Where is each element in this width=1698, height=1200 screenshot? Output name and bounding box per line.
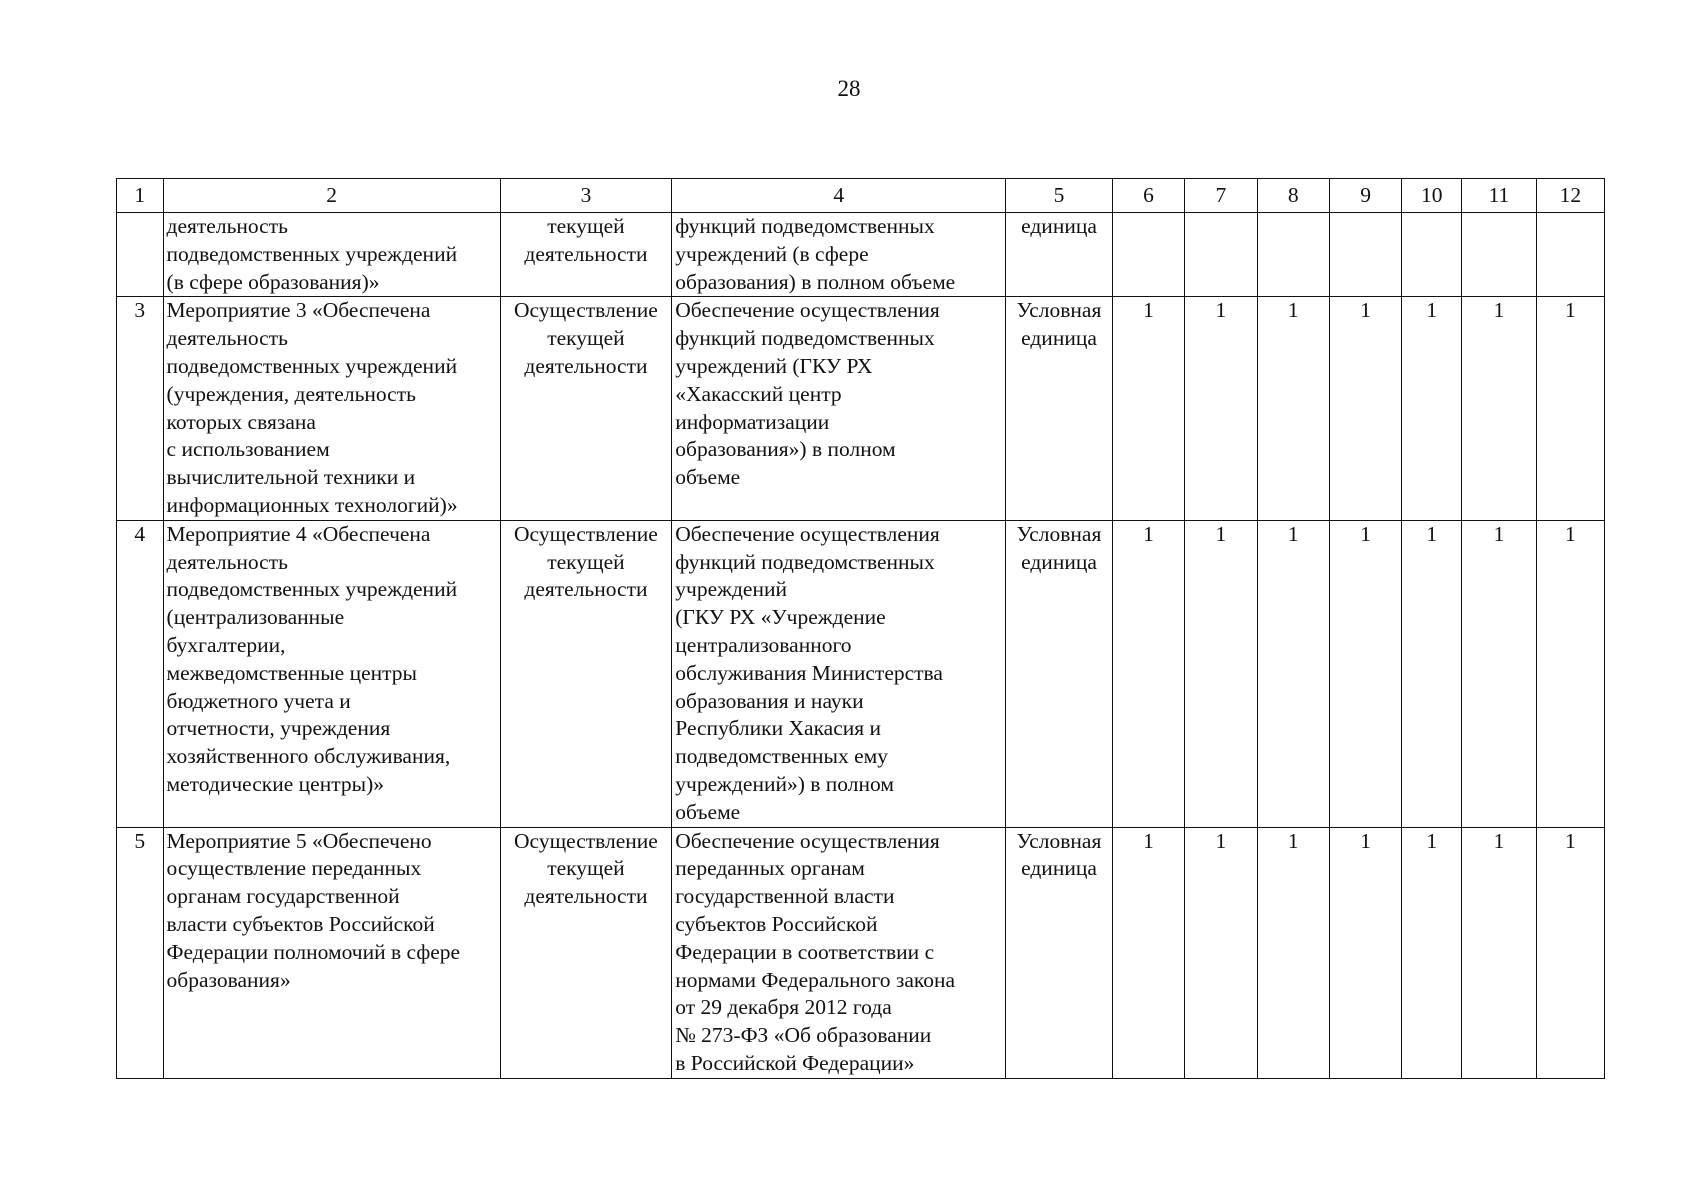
event-type-cell: [500, 827, 672, 1078]
unit-cell-line: Условная: [1016, 828, 1102, 853]
expected-result-cell-line: учреждений (ГКУ РХ: [675, 353, 873, 378]
row-number: 5: [117, 827, 164, 1078]
value-cell-9: 1: [1329, 520, 1401, 827]
event-type-cell-line: Осуществление: [514, 521, 658, 546]
value-cell-12: 1: [1536, 520, 1604, 827]
event-type-cell-line: деятельности: [524, 884, 648, 909]
expected-result-cell-line: «Хакасский центр: [675, 381, 842, 406]
value-cell-9: 1: [1329, 297, 1401, 520]
header-cell-12: 12: [1536, 179, 1604, 213]
event-name-cell-line: органам государственной: [166, 884, 400, 909]
event-type-cell-line: Осуществление: [514, 298, 658, 323]
expected-result-cell-line: функций подведомственных: [675, 214, 935, 238]
header-cell-4: 4: [672, 179, 1006, 213]
unit-cell-line: Условная: [1016, 298, 1102, 323]
event-name-cell-line: деятельность: [166, 326, 288, 351]
value-cell-9: 1: [1329, 827, 1401, 1078]
page-number: 28: [837, 76, 861, 101]
row-number: [117, 213, 164, 297]
event-name-cell-line: (в сфере образования)»: [166, 269, 380, 294]
header-cell-9: 9: [1329, 179, 1401, 213]
event-name-cell-line: образования»: [166, 967, 291, 992]
value-cell-10: 1: [1402, 827, 1462, 1078]
row-number: 4: [117, 520, 164, 827]
table-row: [117, 213, 1605, 297]
event-name-cell-line: информационных технологий)»: [166, 492, 458, 517]
value-cell-11: 1: [1462, 827, 1536, 1078]
table-row: [117, 297, 1605, 520]
header-cell-7: 7: [1185, 179, 1257, 213]
expected-result-cell-line: централизованного: [675, 632, 852, 657]
value-cell-8: 1: [1257, 827, 1329, 1078]
header-cell-3: 3: [500, 179, 672, 213]
value-cell-8: [1257, 213, 1329, 297]
expected-result-cell: [672, 827, 1006, 1078]
expected-result-cell-line: информатизации: [675, 409, 830, 434]
value-cell-7: 1: [1185, 297, 1257, 520]
value-cell-11: 1: [1462, 297, 1536, 520]
unit-cell-line: единица: [1021, 549, 1097, 574]
event-type-cell-line: текущей: [547, 214, 625, 238]
value-cell-6: 1: [1112, 520, 1184, 827]
table-row: [117, 520, 1605, 827]
expected-result-cell-line: Обеспечение осуществления: [675, 298, 940, 323]
expected-result-cell: [672, 213, 1006, 297]
value-cell-6: [1112, 213, 1184, 297]
value-cell-12: [1536, 213, 1604, 297]
header-cell-8: 8: [1257, 179, 1329, 213]
event-type-cell-line: текущей: [547, 549, 625, 574]
expected-result-cell-line: подведомственных ему: [675, 744, 888, 769]
expected-result-cell: [672, 520, 1006, 827]
value-cell-12: 1: [1536, 827, 1604, 1078]
value-cell-10: 1: [1402, 520, 1462, 827]
unit-cell-line: единица: [1021, 326, 1097, 351]
event-name-cell-line: власти субъектов Российской: [166, 911, 435, 936]
event-type-cell-line: Осуществление: [514, 828, 658, 853]
unit-cell-line: Условная: [1016, 521, 1102, 546]
value-cell-12: 1: [1536, 297, 1604, 520]
expected-result-cell: [672, 297, 1006, 520]
row-number: 3: [117, 297, 164, 520]
value-cell-11: 1: [1462, 520, 1536, 827]
event-name-cell-line: вычислительной техники и: [166, 465, 416, 490]
unit-cell-line: единица: [1021, 214, 1097, 238]
table-row: [117, 827, 1605, 1078]
header-cell-11: 11: [1462, 179, 1536, 213]
expected-result-cell-line: нормами Федерального закона: [675, 967, 956, 992]
expected-result-cell-line: объеме: [675, 465, 741, 490]
unit-cell: [1006, 213, 1113, 297]
expected-result-cell-line: Республики Хакасия и: [675, 716, 882, 741]
expected-result-cell-line: Обеспечение осуществления: [675, 521, 940, 546]
expected-result-cell-line: образования) в полном объеме: [675, 269, 956, 294]
unit-cell-line: единица: [1021, 856, 1097, 881]
header-cell-5: 5: [1006, 179, 1113, 213]
event-type-cell-line: деятельности: [524, 353, 648, 378]
event-name-cell: [163, 827, 500, 1078]
event-type-cell-line: деятельности: [524, 577, 648, 602]
expected-result-cell-line: образования») в полном: [675, 437, 896, 462]
expected-result-cell-line: переданных органам: [675, 856, 865, 881]
unit-cell: [1006, 297, 1113, 520]
value-cell-11: [1462, 213, 1536, 297]
event-name-cell-line: осуществление переданных: [166, 856, 422, 881]
event-type-cell-line: деятельности: [524, 241, 648, 266]
event-name-cell-line: отчетности, учреждения: [166, 716, 391, 741]
expected-result-cell-line: № 273-ФЗ «Об образовании: [675, 1023, 932, 1048]
table-body: [117, 179, 1605, 1079]
program-events-table: [116, 178, 1605, 1079]
expected-result-cell-line: учреждений: [675, 577, 787, 602]
value-cell-9: [1329, 213, 1401, 297]
expected-result-cell-line: Обеспечение осуществления: [675, 828, 940, 853]
event-name-cell-line: межведомственные центры: [166, 660, 417, 685]
event-name-cell-line: подведомственных учреждений: [166, 353, 458, 378]
value-cell-10: 1: [1402, 297, 1462, 520]
event-name-cell-line: которых связана: [166, 409, 316, 434]
header-cell-1: 1: [117, 179, 164, 213]
value-cell-8: 1: [1257, 520, 1329, 827]
expected-result-cell-line: обслуживания Министерства: [675, 660, 943, 685]
expected-result-cell-line: функций подведомственных: [675, 549, 935, 574]
header-cell-6: 6: [1112, 179, 1184, 213]
event-name-cell-line: бюджетного учета и: [166, 688, 351, 713]
event-name-cell: [163, 520, 500, 827]
value-cell-7: 1: [1185, 520, 1257, 827]
value-cell-8: 1: [1257, 297, 1329, 520]
event-name-cell: [163, 213, 500, 297]
event-name-cell-line: бухгалтерии,: [166, 632, 286, 657]
header-cell-2: 2: [163, 179, 500, 213]
event-name-cell: [163, 297, 500, 520]
header-row: [117, 179, 1605, 213]
expected-result-cell-line: учреждений») в полном: [675, 771, 894, 796]
value-cell-6: 1: [1112, 827, 1184, 1078]
expected-result-cell-line: от 29 декабря 2012 года: [675, 995, 892, 1020]
event-name-cell-line: методические центры)»: [166, 771, 384, 796]
event-type-cell: [500, 520, 672, 827]
event-name-cell-line: деятельность: [166, 549, 288, 574]
event-name-cell-line: Федерации полномочий в сфере: [166, 939, 461, 964]
expected-result-cell-line: объеме: [675, 799, 741, 824]
event-name-cell-line: подведомственных учреждений: [166, 577, 458, 602]
value-cell-7: 1: [1185, 827, 1257, 1078]
value-cell-10: [1402, 213, 1462, 297]
event-type-cell-line: текущей: [547, 856, 625, 881]
value-cell-6: 1: [1112, 297, 1184, 520]
event-type-cell: [500, 213, 672, 297]
expected-result-cell-line: Федерации в соответствии с: [675, 939, 935, 964]
expected-result-cell-line: в Российской Федерации»: [675, 1050, 915, 1075]
event-name-cell-line: Мероприятие 4 «Обеспечена: [166, 521, 431, 546]
event-name-cell-line: деятельность: [166, 214, 288, 238]
event-name-cell-line: подведомственных учреждений: [166, 241, 458, 266]
expected-result-cell-line: государственной власти: [675, 884, 895, 909]
event-type-cell-line: текущей: [547, 326, 625, 351]
expected-result-cell-line: функций подведомственных: [675, 326, 935, 351]
unit-cell: [1006, 520, 1113, 827]
event-type-cell: [500, 297, 672, 520]
event-name-cell-line: (учреждения, деятельность: [166, 381, 416, 406]
expected-result-cell-line: (ГКУ РХ «Учреждение: [675, 605, 886, 630]
event-name-cell-line: Мероприятие 3 «Обеспечена: [166, 298, 431, 323]
event-name-cell-line: Мероприятие 5 «Обеспечено: [166, 828, 432, 853]
event-name-cell-line: (централизованные: [166, 605, 345, 630]
event-name-cell-line: хозяйственного обслуживания,: [166, 744, 451, 769]
expected-result-cell-line: субъектов Российской: [675, 911, 878, 936]
expected-result-cell-line: учреждений (в сфере: [675, 241, 869, 266]
expected-result-cell-line: образования и науки: [675, 688, 864, 713]
value-cell-7: [1185, 213, 1257, 297]
unit-cell: [1006, 827, 1113, 1078]
header-cell-10: 10: [1402, 179, 1462, 213]
event-name-cell-line: с использованием: [166, 437, 330, 462]
